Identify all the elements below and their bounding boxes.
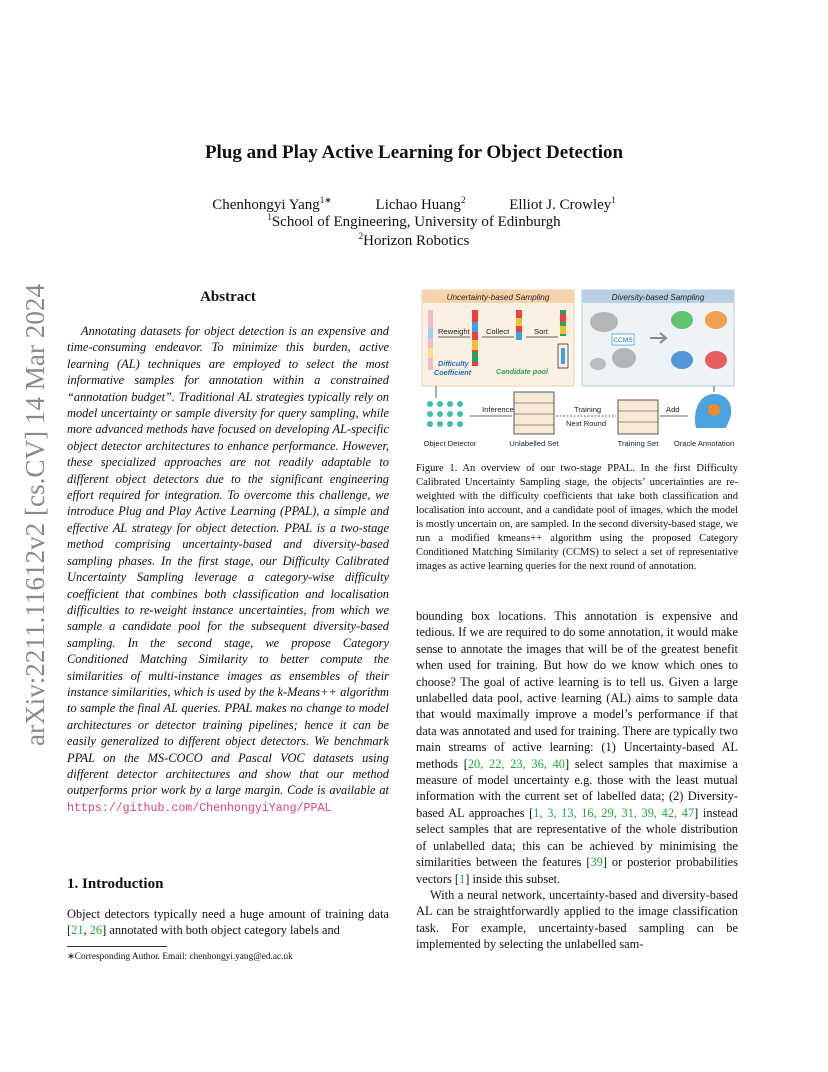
training-label: Training — [574, 405, 602, 414]
affiliation-2-sup: 2 — [358, 231, 364, 241]
author-1 — [212, 197, 332, 213]
node-icon — [457, 421, 463, 427]
arxiv-stamp-text: arXiv:2211.11612v2 [cs.CV] 14 Mar 2024 — [20, 286, 50, 746]
figure-1-diagram — [416, 288, 740, 454]
bar-icon — [472, 322, 478, 332]
author-2 — [376, 197, 466, 213]
collect-label: Collect — [486, 327, 510, 336]
body-text: bounding box locations. This annotation is expensive and tedious. If we are required to do some annotation, it would make sense to annotate the images that will be of the greatest benefit when used for training. But how do we know which ones to choose? The goal of active learning is to tell us. Given a large unlabelled data pool, active learning (AL) aims to sample data that would maximally improve a model’s performance if that data was annotated and used for training. There are typically two main streams of active learning: (1) Uncertainty-based AL methods [ — [416, 609, 738, 771]
abstract-text: Annotating datasets for object detection is an expensive and time-consuming endeavor. To minimize this burden, active learning (AL) techniques are employed to select the most informative samples for annotation within a constrained “annotation budget”. Traditional AL strategies typically rely on model uncertainty or sample diversity for query sampling, while more advanced methods have focused on developing AL-specific object detector architectures to enhance performance. However, these specialized approaches are not readily adaptable to different object detectors due to the significant engineering effort required for integration. To overcome this challenge, we introduce Plug and Play Active Learning (PPAL), a simple and effective AL strategy for object detection. PPAL is a two-stage method comprising uncertainty-based and diversity-based sampling phases. In the first stage, our Difficulty Calibrated Uncertainty Sampling leverage a category-wise difficulty coefficient that combines both classification and localisation difficulties to re-weight instance uncertainties, from which we sample a candidate pool for the subsequent diversity-based sampling. In the second stage, we propose Category Conditioned Matching Similarity to better compute the similarities of multi-instance images as ensembles of their instance similarities, which is used by the k-Means++ algorithm to sample the final AL queries. PPAL makes no change to model architectures or detector training pipelines; hence it can be easily generalized to different object detectors. We benchmark PPAL on the MS-COCO and Pascal VOC datasets using different detector architectures and show that our method outperforms prior work by a large margin. Code is available at — [67, 324, 389, 798]
difficulty-label-2: Coefficient — [434, 368, 472, 377]
node-icon — [437, 411, 443, 417]
bar-icon — [428, 310, 433, 370]
bar-icon — [516, 318, 522, 326]
abstract-heading: Abstract — [200, 289, 256, 305]
author-3-name: Elliot J. Crowley — [509, 197, 612, 213]
unlabelled-set-label: Unlabelled Set — [509, 439, 559, 448]
bar-icon — [472, 340, 478, 350]
citation-link[interactable]: 1, 3, 13, 16, 29, 31, 39, 42, 47 — [533, 805, 695, 820]
body-text: ] inside this subset. — [465, 871, 561, 886]
uncertainty-panel-title: Uncertainty-based Sampling — [446, 293, 550, 302]
node-icon — [437, 401, 443, 407]
cluster-icon — [590, 312, 618, 332]
node-icon — [447, 401, 453, 407]
oracle-head-icon — [695, 394, 731, 428]
bar-icon — [561, 348, 565, 364]
next-round-label: Next Round — [566, 419, 607, 428]
node-icon — [427, 421, 433, 427]
cluster-icon — [590, 358, 606, 370]
inference-label: Inference — [482, 405, 514, 414]
affiliation-1-text: School of Engineering, University of Edinburgh — [271, 214, 561, 230]
intro-text-start: Object detectors typically need a huge amount of training data [ — [67, 907, 389, 938]
abstract-body — [67, 323, 389, 817]
right-column-body — [416, 608, 738, 953]
bar-icon — [428, 328, 433, 338]
cluster-icon — [612, 348, 636, 368]
ccms-label: CCMS — [613, 337, 633, 344]
arxiv-stamp — [12, 276, 52, 756]
reweight-label: Reweight — [438, 327, 470, 336]
affiliation-2-text: Horizon Robotics — [363, 233, 470, 249]
node-icon — [437, 421, 443, 427]
gear-icon — [708, 404, 720, 416]
intro-heading: 1. Introduction — [67, 876, 164, 892]
author-3-sup: 1 — [611, 195, 616, 205]
footnote: ∗Corresponding Author. Email: chenhongyi.yang@ed.ac.uk — [67, 952, 293, 962]
paper-title: Plug and Play Active Learning for Object Detection — [204, 142, 624, 163]
difficulty-label-1: Difficulty — [438, 359, 469, 368]
training-set-icon — [618, 400, 658, 434]
bar-icon — [516, 332, 522, 340]
bar-icon — [428, 348, 433, 358]
body-text: ] or posterior probabilities vectors [ — [416, 855, 738, 886]
intro-sep: , — [83, 923, 90, 938]
author-list — [0, 196, 828, 214]
node-icon — [447, 411, 453, 417]
citation-link[interactable]: 26 — [89, 923, 103, 938]
bar-icon — [472, 352, 478, 362]
figure-caption: Figure 1. An overview of our two-stage PPAL. In the first Difficulty Calibrated Uncertainty Sampling stage, the objects’ uncertainties are re-weighted with the difficulty coefficients that take both classification and localisation into account, and a candidate pool of images, which the model is mostly uncertain on, are sampled. In the second diversity-based stage, we run a modified kmeans++ algorithm using the proposed Category Conditioned Matching Similarity (CCMS) to select a set of representative images as active learning queries for the next round of annotation. — [416, 463, 738, 572]
author-3 — [509, 197, 616, 213]
bar-icon — [560, 314, 566, 322]
author-2-sup: 2 — [460, 195, 466, 205]
node-icon — [457, 401, 463, 407]
cluster-icon — [671, 311, 693, 329]
affiliation-1-sup: 1 — [267, 212, 272, 222]
diversity-panel-title: Diversity-based Sampling — [611, 293, 705, 302]
object-detector-icon — [424, 400, 476, 430]
bar-icon — [560, 326, 566, 334]
affiliation-1 — [0, 214, 828, 231]
citation-link[interactable]: 39 — [590, 855, 603, 870]
node-icon — [457, 411, 463, 417]
body-text: ] select samples that maximise a measure of model uncertainty e.g. those with the least mutual information with the current set of labelled data; (2) Diversity-based AL approaches [ — [416, 756, 739, 820]
cluster-icon — [705, 351, 727, 369]
figure-1 — [416, 288, 740, 454]
sort-label: Sort — [534, 327, 548, 336]
author-1-name: Chenhongyi Yang — [212, 197, 320, 213]
author-1-sup: 1∗ — [319, 195, 332, 205]
cluster-icon — [705, 311, 727, 329]
citation-link[interactable]: 1 — [459, 871, 466, 886]
training-set-label: Training Set — [617, 439, 659, 448]
code-link[interactable]: https://github.com/ChenhongyiYang/PPAL — [67, 801, 332, 815]
stack-icon — [618, 400, 658, 434]
object-detector-label: Object Detector — [423, 439, 477, 448]
oracle-annotation-label: Oracle Annotation — [673, 439, 735, 448]
stack-icon — [514, 392, 554, 434]
affiliation-2 — [0, 233, 828, 250]
intro-body — [67, 906, 389, 939]
intro-text-end: ] annotated with both object category labels and — [102, 923, 340, 938]
author-2-name: Lichao Huang — [375, 197, 461, 213]
unlabelled-set-icon — [514, 392, 554, 434]
node-icon — [447, 421, 453, 427]
citation-link[interactable]: 21 — [71, 923, 84, 938]
node-icon — [427, 411, 433, 417]
paragraph-2: With a neural network, uncertainty-based and diversity-based AL can be straightforwardly applied to the image classification task. For example, uncertainty-based sampling can be implemented by selecting the unlabelled sam- — [416, 887, 738, 952]
add-label: Add — [666, 405, 680, 414]
candidate-pool-label: Candidate pool — [496, 367, 548, 376]
node-icon — [427, 401, 433, 407]
cluster-icon — [671, 351, 693, 369]
body-text: ] instead select samples that are representative of the whole distribution of unlabelled data; this can be achieved by minimising the similarities between the features [ — [416, 805, 738, 870]
citation-link[interactable]: 20, 22, 23, 36, 40 — [467, 756, 565, 771]
footnote-divider — [67, 946, 167, 947]
